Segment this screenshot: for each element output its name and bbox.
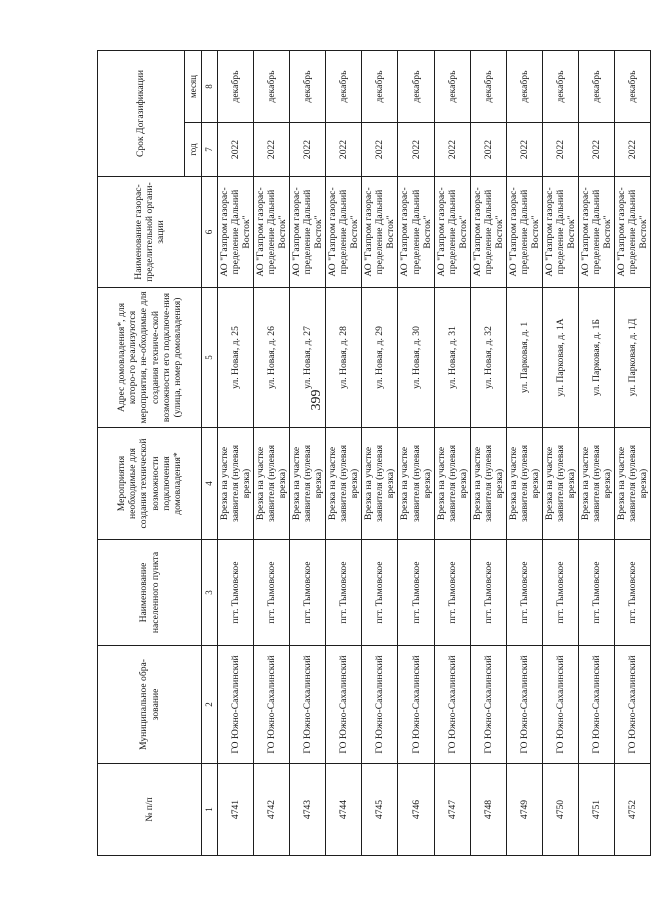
column-number: 5 xyxy=(202,288,218,428)
organization-cell: АО "Газпром газорас-пределение Дальний Восток" xyxy=(615,177,651,288)
year-cell: 2022 xyxy=(398,123,434,177)
address-cell: ул. Парковая, д. 1Д xyxy=(615,288,651,428)
month-cell: декабрь xyxy=(434,50,470,122)
measures-cell: Врезка на участке заявителя (нулевая врезка) xyxy=(362,428,398,540)
table-row xyxy=(398,50,434,855)
page-number: 399 xyxy=(309,389,324,411)
settlement-cell: пгт. Тымовское xyxy=(615,540,651,646)
municipality-cell: ГО Южно-Сахалинский xyxy=(290,646,326,764)
settlement-cell: пгт. Тымовское xyxy=(326,540,362,646)
settlement-cell: пгт. Тымовское xyxy=(254,540,290,646)
address-cell: ул. Новая, д. 31 xyxy=(434,288,470,428)
header-measures: Мероприятия необходимые для создания технической возможности подключения домовладения* xyxy=(98,428,202,540)
month-cell: декабрь xyxy=(542,50,578,122)
month-cell: декабрь xyxy=(254,50,290,122)
address-cell: ул. Новая, д. 26 xyxy=(254,288,290,428)
month-cell: декабрь xyxy=(218,50,254,122)
organization-cell: АО "Газпром газорас-пределение Дальний Восток" xyxy=(542,177,578,288)
month-cell: декабрь xyxy=(398,50,434,122)
settlement-cell: пгт. Тымовское xyxy=(506,540,542,646)
column-number: 2 xyxy=(202,646,218,764)
settlement-cell: пгт. Тымовское xyxy=(542,540,578,646)
column-number: 3 xyxy=(202,540,218,646)
organization-cell: АО "Газпром газорас-пределение Дальний Восток" xyxy=(254,177,290,288)
year-cell: 2022 xyxy=(470,123,506,177)
table-row xyxy=(218,50,254,855)
settlement-cell: пгт. Тымовское xyxy=(470,540,506,646)
header-row xyxy=(98,50,185,855)
year-cell: 2022 xyxy=(290,123,326,177)
column-number: 6 xyxy=(202,177,218,288)
year-cell: 2022 xyxy=(362,123,398,177)
settlement-cell: пгт. Тымовское xyxy=(434,540,470,646)
header-month: месяц xyxy=(185,50,202,122)
row-number-cell: 4746 xyxy=(398,764,434,856)
address-cell: ул. Новая, д. 27 xyxy=(290,288,326,428)
column-number: 4 xyxy=(202,428,218,540)
address-cell: ул. Парковая, д. 1 xyxy=(506,288,542,428)
municipality-cell: ГО Южно-Сахалинский xyxy=(470,646,506,764)
table-row xyxy=(506,50,542,855)
organization-cell: АО "Газпром газорас-пределение Дальний Восток" xyxy=(470,177,506,288)
measures-cell: Врезка на участке заявителя (нулевая врезка) xyxy=(506,428,542,540)
column-number: 1 xyxy=(202,764,218,856)
address-cell: ул. Парковая, д. 1А xyxy=(542,288,578,428)
row-number-cell: 4744 xyxy=(326,764,362,856)
municipality-cell: ГО Южно-Сахалинский xyxy=(398,646,434,764)
settlement-cell: пгт. Тымовское xyxy=(578,540,614,646)
table-row xyxy=(542,50,578,855)
measures-cell: Врезка на участке заявителя (нулевая врезка) xyxy=(434,428,470,540)
address-cell: ул. Новая, д. 29 xyxy=(362,288,398,428)
row-number-cell: 4745 xyxy=(362,764,398,856)
organization-cell: АО "Газпром газорас-пределение Дальний Восток" xyxy=(326,177,362,288)
organization-cell: АО "Газпром газорас-пределение Дальний Восток" xyxy=(506,177,542,288)
measures-cell: Врезка на участке заявителя (нулевая врезка) xyxy=(398,428,434,540)
table-row xyxy=(615,50,651,855)
year-cell: 2022 xyxy=(615,123,651,177)
header-num: № п/п xyxy=(98,764,202,856)
organization-cell: АО "Газпром газорас-пределение Дальний Восток" xyxy=(398,177,434,288)
row-number-cell: 4743 xyxy=(290,764,326,856)
month-cell: декабрь xyxy=(290,50,326,122)
organization-cell: АО "Газпром газорас-пределение Дальний Восток" xyxy=(362,177,398,288)
settlement-cell: пгт. Тымовское xyxy=(290,540,326,646)
month-cell: декабрь xyxy=(506,50,542,122)
measures-cell: Врезка на участке заявителя (нулевая врезка) xyxy=(470,428,506,540)
month-cell: декабрь xyxy=(615,50,651,122)
organization-cell: АО "Газпром газорас-пределение Дальний Восток" xyxy=(290,177,326,288)
header-year: год xyxy=(185,123,202,177)
row-number-cell: 4752 xyxy=(615,764,651,856)
year-cell: 2022 xyxy=(578,123,614,177)
municipality-cell: ГО Южно-Сахалинский xyxy=(254,646,290,764)
measures-cell: Врезка на участке заявителя (нулевая врезка) xyxy=(542,428,578,540)
header-term: Срок Догазификации xyxy=(98,50,185,176)
table-row xyxy=(578,50,614,855)
column-number: 7 xyxy=(202,123,218,177)
address-cell: ул. Новая, д. 28 xyxy=(326,288,362,428)
row-number-cell: 4751 xyxy=(578,764,614,856)
municipality-cell: ГО Южно-Сахалинский xyxy=(434,646,470,764)
table-row xyxy=(362,50,398,855)
year-cell: 2022 xyxy=(434,123,470,177)
year-cell: 2022 xyxy=(218,123,254,177)
address-cell: ул. Новая, д. 32 xyxy=(470,288,506,428)
year-cell: 2022 xyxy=(254,123,290,177)
month-cell: декабрь xyxy=(326,50,362,122)
rotated-table-container xyxy=(97,51,650,856)
year-cell: 2022 xyxy=(506,123,542,177)
measures-cell: Врезка на участке заявителя (нулевая врезка) xyxy=(326,428,362,540)
table-row xyxy=(434,50,470,855)
month-cell: декабрь xyxy=(578,50,614,122)
municipality-cell: ГО Южно-Сахалинский xyxy=(578,646,614,764)
table-row xyxy=(290,50,326,855)
settlement-cell: пгт. Тымовское xyxy=(398,540,434,646)
municipality-cell: ГО Южно-Сахалинский xyxy=(326,646,362,764)
table-row xyxy=(470,50,506,855)
measures-cell: Врезка на участке заявителя (нулевая врезка) xyxy=(578,428,614,540)
organization-cell: АО "Газпром газорас-пределение Дальний Восток" xyxy=(578,177,614,288)
month-cell: декабрь xyxy=(362,50,398,122)
row-number-cell: 4741 xyxy=(218,764,254,856)
municipality-cell: ГО Южно-Сахалинский xyxy=(615,646,651,764)
column-number: 8 xyxy=(202,50,218,122)
row-number-cell: 4748 xyxy=(470,764,506,856)
address-cell: ул. Новая, д. 25 xyxy=(218,288,254,428)
settlement-cell: пгт. Тымовское xyxy=(218,540,254,646)
table-row xyxy=(254,50,290,855)
row-number-cell: 4742 xyxy=(254,764,290,856)
row-number-cell: 4750 xyxy=(542,764,578,856)
measures-cell: Врезка на участке заявителя (нулевая врезка) xyxy=(254,428,290,540)
municipality-cell: ГО Южно-Сахалинский xyxy=(218,646,254,764)
header-settlement: Наименование населенного пункта xyxy=(98,540,202,646)
municipality-cell: ГО Южно-Сахалинский xyxy=(506,646,542,764)
table-row xyxy=(326,50,362,855)
measures-cell: Врезка на участке заявителя (нулевая врезка) xyxy=(615,428,651,540)
gasification-table xyxy=(97,50,651,856)
municipality-cell: ГО Южно-Сахалинский xyxy=(542,646,578,764)
settlement-cell: пгт. Тымовское xyxy=(362,540,398,646)
row-number-cell: 4749 xyxy=(506,764,542,856)
measures-cell: Врезка на участке заявителя (нулевая врезка) xyxy=(218,428,254,540)
row-number-cell: 4747 xyxy=(434,764,470,856)
column-numbers-row xyxy=(202,50,218,855)
month-cell: декабрь xyxy=(470,50,506,122)
header-address: Адрес домовладения*, для которо-го реализуются мероприятия, не-обходимые для создания техниче-ской возможности его подключе-ния (улица, номер домовладения) xyxy=(98,288,202,428)
address-cell: ул. Новая, д. 30 xyxy=(398,288,434,428)
address-cell: ул. Парковая, д. 1Б xyxy=(578,288,614,428)
header-organization: Наименование газорас-пределительной органи-зации xyxy=(98,177,202,288)
header-municipality: Муниципальное обра-зование xyxy=(98,646,202,764)
year-cell: 2022 xyxy=(326,123,362,177)
municipality-cell: ГО Южно-Сахалинский xyxy=(362,646,398,764)
year-cell: 2022 xyxy=(542,123,578,177)
measures-cell: Врезка на участке заявителя (нулевая врезка) xyxy=(290,428,326,540)
organization-cell: АО "Газпром газорас-пределение Дальний Восток" xyxy=(434,177,470,288)
organization-cell: АО "Газпром газорас-пределение Дальний Восток" xyxy=(218,177,254,288)
